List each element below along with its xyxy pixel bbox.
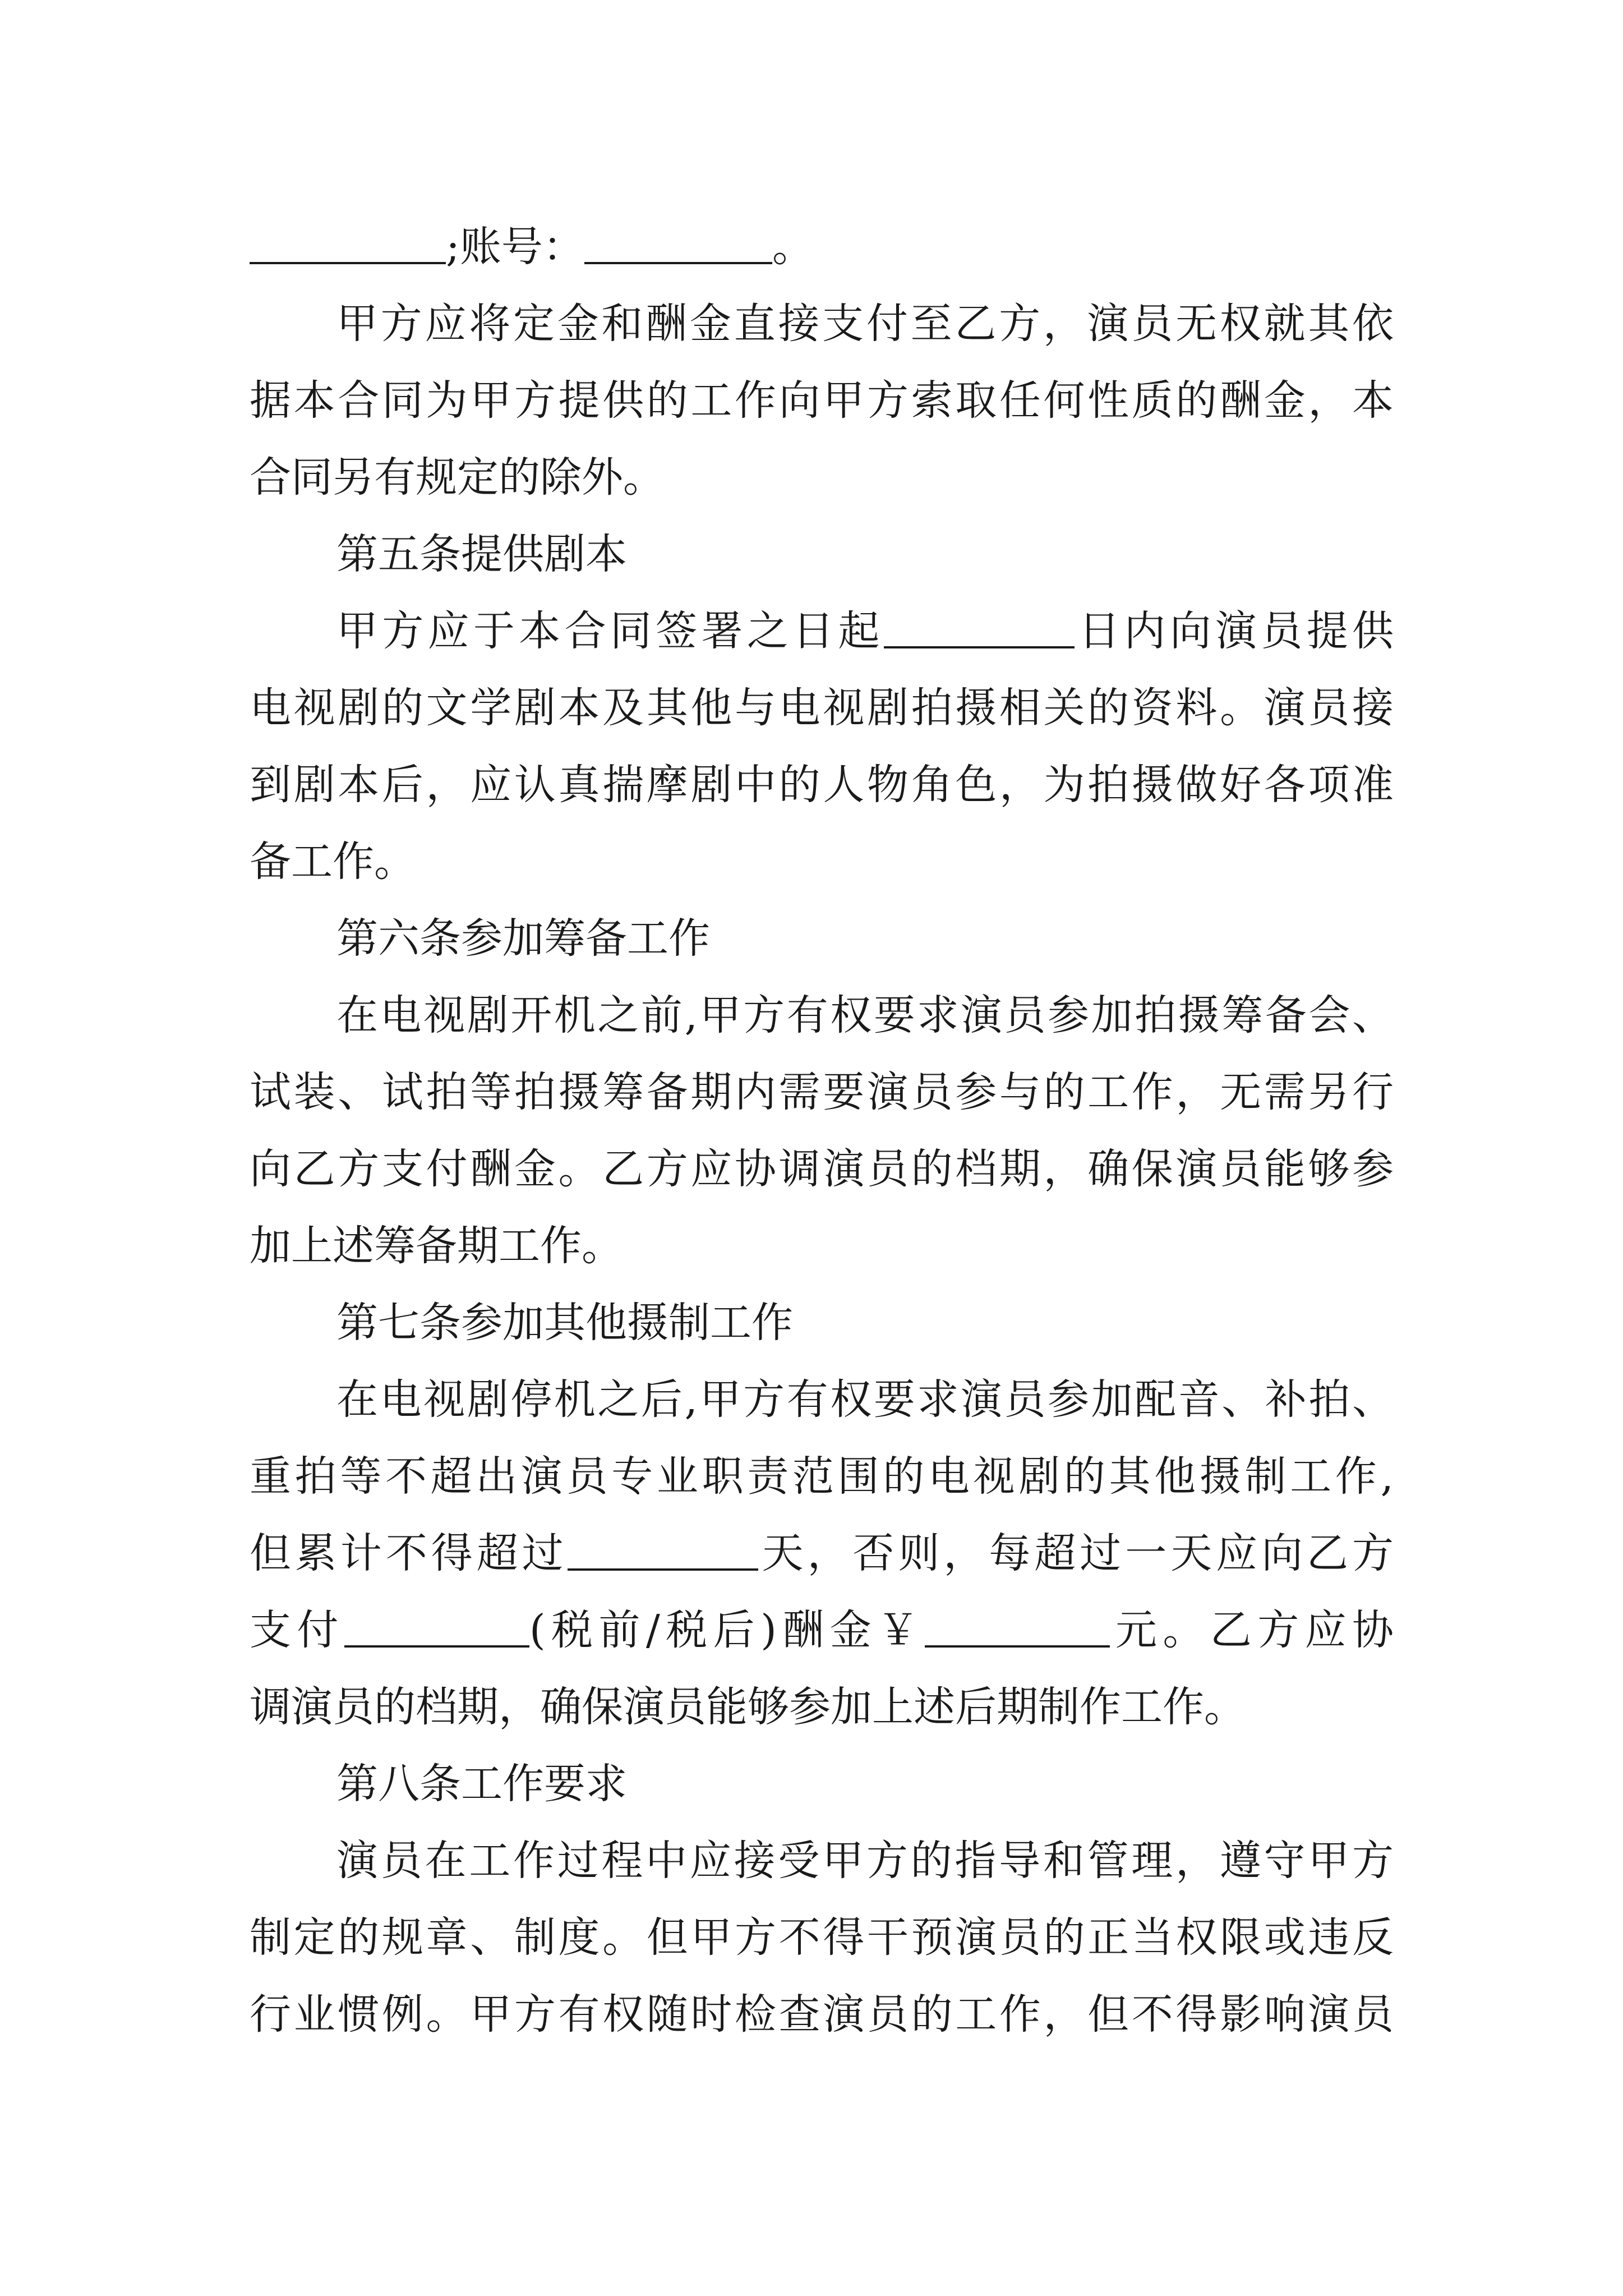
blank-field-account-holder[interactable] xyxy=(250,223,446,264)
period-text: 。 xyxy=(772,223,814,271)
account-line xyxy=(250,208,1394,286)
paragraph-line: 在电视剧停机之后,甲方有权要求演员参加配音、补拍、 xyxy=(336,1375,1394,1424)
blank-field-max-days[interactable] xyxy=(568,1529,758,1571)
blank-field-account-number[interactable] xyxy=(584,223,772,264)
paragraph-line: 加上述筹备期工作。 xyxy=(250,1222,623,1270)
paragraph-line-with-blank: 甲方应于本合同签署之日起 日内向演员提供 xyxy=(336,607,1394,655)
section-heading-article-7: 第七条参加其他摄制工作 xyxy=(336,1299,793,1347)
paragraph-line-with-blanks: 支付 (税前/税后)酬金￥ 元。乙方应协 xyxy=(250,1606,1394,1654)
section-heading-article-5: 第五条提供剧本 xyxy=(336,530,627,578)
paragraph-line-with-blank: 但累计不得超过 天，否则，每超过一天应向乙方 xyxy=(250,1529,1394,1577)
paragraph-line: 行业惯例。甲方有权随时检查演员的工作，但不得影响演员 xyxy=(250,1990,1394,2039)
section-heading-article-6: 第六条参加筹备工作 xyxy=(336,914,710,963)
blank-field-payment[interactable] xyxy=(344,1606,529,1648)
paragraph-line: 备工作。 xyxy=(250,838,416,886)
paragraph-line: 试装、试拍等拍摄筹备期内需要演员参与的工作，无需另行 xyxy=(250,1068,1394,1116)
paragraph-line: 据本合同为甲方提供的工作向甲方索取任何性质的酬金，本 xyxy=(250,376,1394,425)
paragraph-line: 甲方应将定金和酬金直接支付至乙方，演员无权就其依 xyxy=(336,300,1394,348)
paragraph-line: 重拍等不超出演员专业职责范围的电视剧的其他摄制工作, xyxy=(250,1452,1394,1501)
paragraph-line: 电视剧的文学剧本及其他与电视剧拍摄相关的资料。演员接 xyxy=(250,684,1394,732)
paragraph-line: 到剧本后，应认真揣摩剧中的人物角色，为拍摄做好各项准 xyxy=(250,761,1394,809)
section-heading-article-8: 第八条工作要求 xyxy=(336,1760,627,1808)
paragraph-line: 合同另有规定的除外。 xyxy=(250,453,665,501)
blank-field-amount[interactable] xyxy=(925,1606,1110,1648)
account-label: ;账号： xyxy=(446,223,584,271)
paragraph-line: 调演员的档期，确保演员能够参加上述后期制作工作。 xyxy=(250,1683,1246,1731)
paragraph-line: 演员在工作过程中应接受甲方的指导和管理，遵守甲方 xyxy=(336,1837,1394,1885)
blank-field-days[interactable] xyxy=(884,607,1075,648)
paragraph-line: 制定的规章、制度。但甲方不得干预演员的正当权限或违反 xyxy=(250,1913,1394,1962)
paragraph-line: 向乙方支付酬金。乙方应协调演员的档期，确保演员能够参 xyxy=(250,1145,1394,1193)
paragraph-line: 在电视剧开机之前,甲方有权要求演员参加拍摄筹备会、 xyxy=(336,991,1394,1039)
